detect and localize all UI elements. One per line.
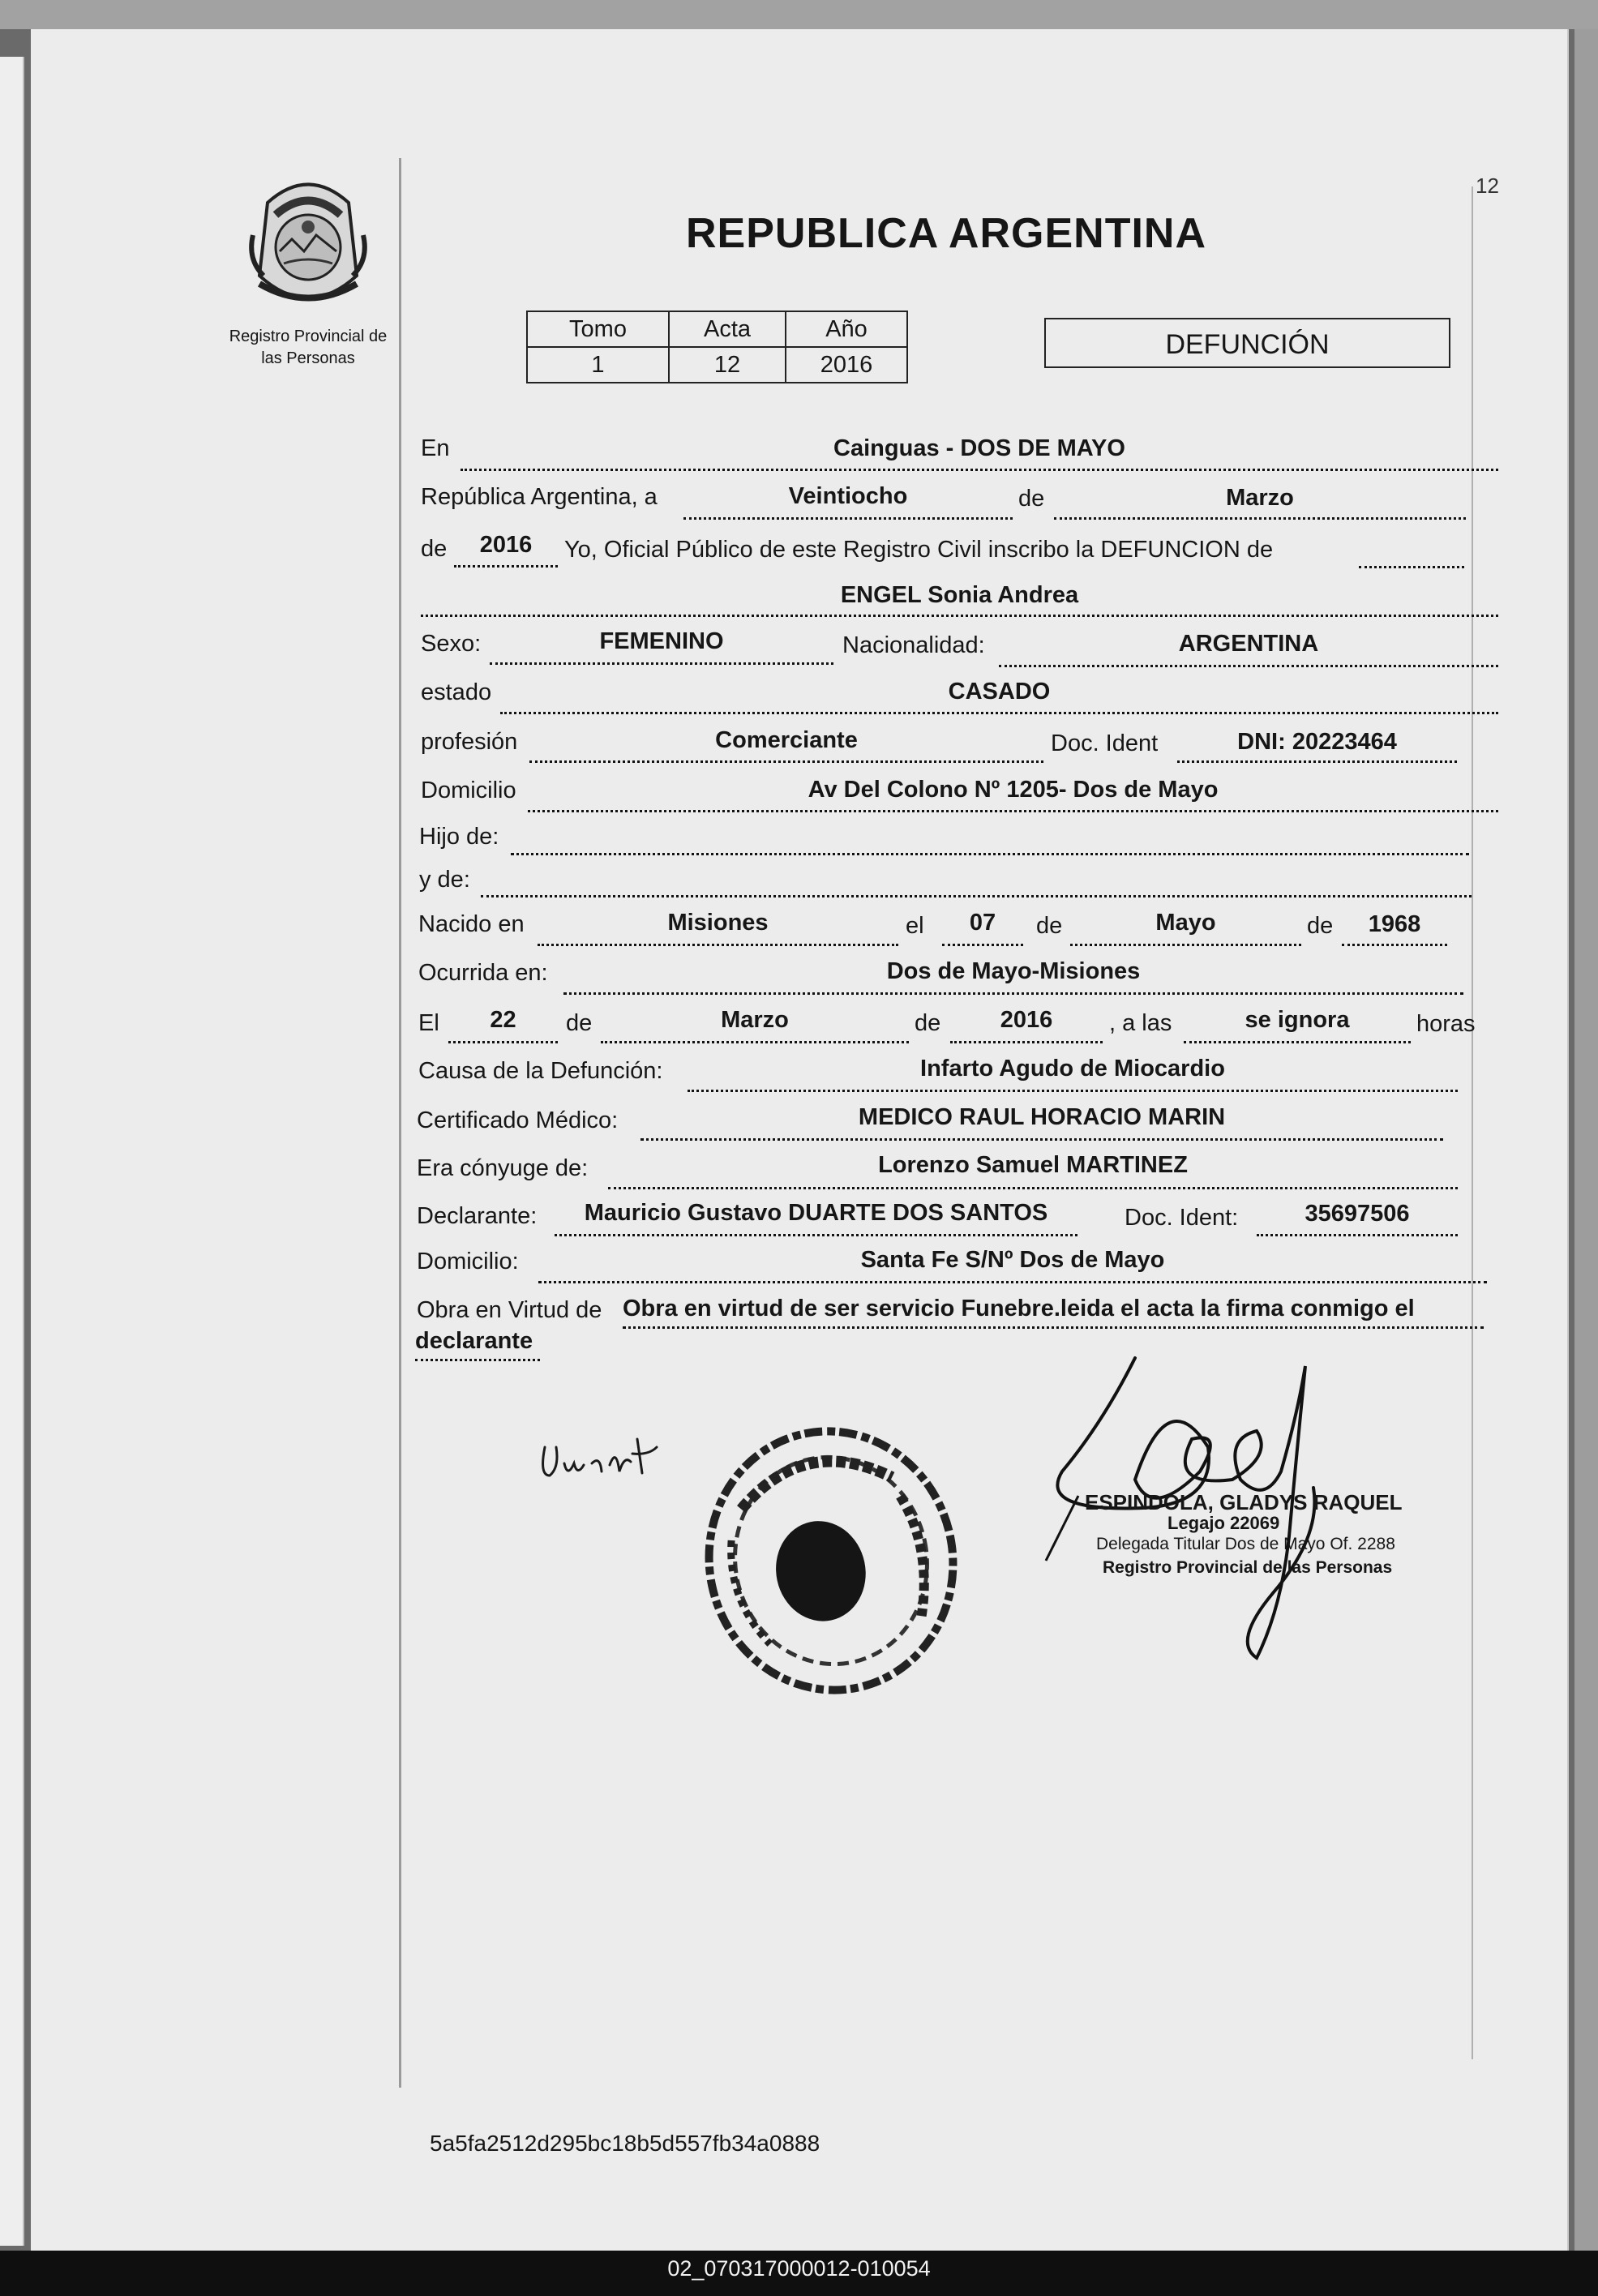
line-nombre xyxy=(421,615,1498,617)
label-certificado: Certificado Médico: xyxy=(417,1107,619,1133)
line-nacido-lugar xyxy=(538,944,898,946)
line-obra-1 xyxy=(623,1326,1484,1329)
label-causa: Causa de la Defunción: xyxy=(418,1058,663,1084)
label-profesion: profesión xyxy=(421,729,518,755)
label-domicilio-declarante: Domicilio: xyxy=(417,1249,519,1274)
line-declarante xyxy=(555,1234,1077,1236)
line-fallec-anio xyxy=(950,1041,1103,1043)
scan-right-edge xyxy=(1574,29,1598,2251)
line-profesion xyxy=(529,760,1043,763)
value-nacido-anio: 1968 xyxy=(1368,911,1421,937)
acta-header: Acta xyxy=(669,311,786,347)
official-registro: Registro Provincial de las Personas xyxy=(1103,1558,1393,1577)
line-hora xyxy=(1184,1041,1411,1043)
value-mes: Marzo xyxy=(1226,485,1294,511)
value-obra-2: declarante xyxy=(415,1328,533,1354)
value-fallec-anio: 2016 xyxy=(1000,1007,1053,1033)
line-ocurrida xyxy=(563,992,1463,995)
label-ocurrida-en: Ocurrida en: xyxy=(418,960,548,986)
official-round-stamp-icon xyxy=(689,1415,973,1707)
value-declarante: Mauricio Gustavo DUARTE DOS SANTOS xyxy=(584,1200,1048,1226)
label-en: En xyxy=(421,435,450,461)
value-sexo: FEMENINO xyxy=(599,628,724,654)
label-a-las: , a las xyxy=(1109,1010,1172,1036)
value-obra-1: Obra en virtud de ser servicio Funebre.leida el acta la firma conmigo el xyxy=(623,1296,1415,1321)
line-domicilio xyxy=(528,810,1498,812)
line-en xyxy=(461,469,1498,471)
line-fallec-dia xyxy=(448,1041,558,1043)
value-fallec-mes: Marzo xyxy=(721,1007,789,1033)
value-domicilio: Av Del Colono Nº 1205- Dos de Mayo xyxy=(808,777,1219,803)
scan-left-edge xyxy=(0,57,24,2246)
line-domicilio-declarante xyxy=(538,1281,1487,1283)
label-nacido-en: Nacido en xyxy=(418,911,525,937)
label-el-fecha: El xyxy=(418,1010,439,1036)
label-de-fallec-mes: de xyxy=(566,1010,593,1036)
value-documento: DNI: 20223464 xyxy=(1237,729,1397,755)
line-obra-2 xyxy=(415,1359,540,1361)
tomo-value: 1 xyxy=(527,347,669,383)
line-nacido-mes xyxy=(1070,944,1301,946)
label-nacionalidad: Nacionalidad: xyxy=(842,632,985,658)
registry-value-row xyxy=(527,347,907,383)
value-nacionalidad: ARGENTINA xyxy=(1178,631,1319,657)
line-nacionalidad xyxy=(999,665,1498,667)
official-name: ESPINDOLA, GLADYS RAQUEL xyxy=(1085,1490,1403,1514)
value-declarante-doc: 35697506 xyxy=(1305,1201,1410,1227)
footer-id: 02_070317000012-010054 xyxy=(667,2256,931,2281)
line-hijo-de xyxy=(511,853,1469,855)
document-type-box: DEFUNCIÓN xyxy=(1044,318,1450,368)
label-republica: República Argentina, a xyxy=(421,484,658,510)
line-yo xyxy=(1359,566,1464,568)
label-de-fallec-anio: de xyxy=(915,1010,941,1036)
value-anio: 2016 xyxy=(479,532,533,558)
page-number: 12 xyxy=(1476,173,1499,198)
right-margin-rule xyxy=(1472,186,1473,2059)
label-horas: horas xyxy=(1416,1011,1476,1037)
value-conyuge: Lorenzo Samuel MARTINEZ xyxy=(878,1152,1188,1178)
value-dia-letras: Veintiocho xyxy=(788,483,908,509)
line-doc-ident xyxy=(1177,760,1457,763)
value-hora: se ignora xyxy=(1245,1007,1350,1033)
line-fallec-mes xyxy=(601,1041,909,1043)
value-fallec-dia: 22 xyxy=(490,1007,516,1033)
scan-top-edge xyxy=(0,0,1598,29)
value-ocurrida: Dos de Mayo-Misiones xyxy=(886,958,1141,984)
label-el: el xyxy=(906,913,924,939)
value-nombre: ENGEL Sonia Andrea xyxy=(840,582,1079,608)
label-de-anio: de xyxy=(421,536,448,562)
anio-value: 2016 xyxy=(786,347,907,383)
registry-org-name xyxy=(211,326,405,370)
document-title: REPUBLICA ARGENTINA xyxy=(686,210,1207,257)
province-seal-icon xyxy=(243,170,373,312)
line-conyuge xyxy=(608,1187,1458,1189)
official-legajo: Legajo 22069 xyxy=(1167,1513,1280,1533)
line-anio xyxy=(454,565,558,568)
line-mes xyxy=(1054,517,1466,520)
registry-header-row xyxy=(527,311,907,347)
value-nacido-mes: Mayo xyxy=(1155,910,1216,936)
label-de-nacido-mes: de xyxy=(1036,913,1063,939)
official-cargo: Delegada Titular Dos de Mayo Of. 2288 xyxy=(1096,1535,1395,1553)
value-domicilio-declarante: Santa Fe S/Nº Dos de Mayo xyxy=(860,1247,1165,1273)
anio-header: Año xyxy=(786,311,907,347)
value-estado: CASADO xyxy=(948,679,1051,705)
value-nacido-dia: 07 xyxy=(969,910,996,936)
label-de-nacido-anio: de xyxy=(1307,913,1334,939)
line-certificado xyxy=(640,1138,1443,1141)
value-causa: Infarto Agudo de Miocardio xyxy=(920,1056,1225,1082)
label-estado: estado xyxy=(421,679,492,705)
label-yo-oficial: Yo, Oficial Público de este Registro Civil inscribo la DEFUNCION de xyxy=(564,537,1274,563)
label-domicilio: Domicilio xyxy=(421,777,516,803)
registry-table xyxy=(526,311,908,383)
label-declarante: Declarante: xyxy=(417,1203,538,1229)
value-lugar: Cainguas - DOS DE MAYO xyxy=(833,435,1125,461)
label-doc-ident: Doc. Ident xyxy=(1051,730,1159,756)
declarant-signature-icon xyxy=(535,1431,681,1496)
line-estado xyxy=(500,712,1498,714)
line-nacido-anio xyxy=(1342,944,1447,946)
line-declarante-doc xyxy=(1257,1234,1458,1236)
label-y-de: y de: xyxy=(419,867,470,893)
document-hash: 5a5fa2512d295bc18b5d557fb34a0888 xyxy=(430,2131,820,2156)
label-de-mes: de xyxy=(1018,486,1045,512)
org-line-2: las Personas xyxy=(261,349,355,367)
label-obra: Obra en Virtud de xyxy=(417,1297,602,1323)
left-margin-rule xyxy=(399,158,401,2088)
line-y-de xyxy=(481,895,1472,897)
value-certificado: MEDICO RAUL HORACIO MARIN xyxy=(858,1104,1226,1130)
value-nacido-lugar: Misiones xyxy=(667,910,769,936)
line-nacido-dia xyxy=(942,944,1023,946)
acta-value: 12 xyxy=(669,347,786,383)
label-conyuge: Era cónyuge de: xyxy=(417,1155,589,1181)
line-dia xyxy=(683,517,1013,520)
label-doc-ident-declarante: Doc. Ident: xyxy=(1125,1205,1239,1231)
tomo-header: Tomo xyxy=(527,311,669,347)
org-line-1: Registro Provincial de xyxy=(229,328,388,345)
value-profesion: Comerciante xyxy=(715,727,858,753)
line-sexo xyxy=(490,662,833,665)
line-causa xyxy=(688,1090,1458,1092)
label-hijo-de: Hijo de: xyxy=(419,824,499,850)
label-sexo: Sexo: xyxy=(421,631,482,657)
